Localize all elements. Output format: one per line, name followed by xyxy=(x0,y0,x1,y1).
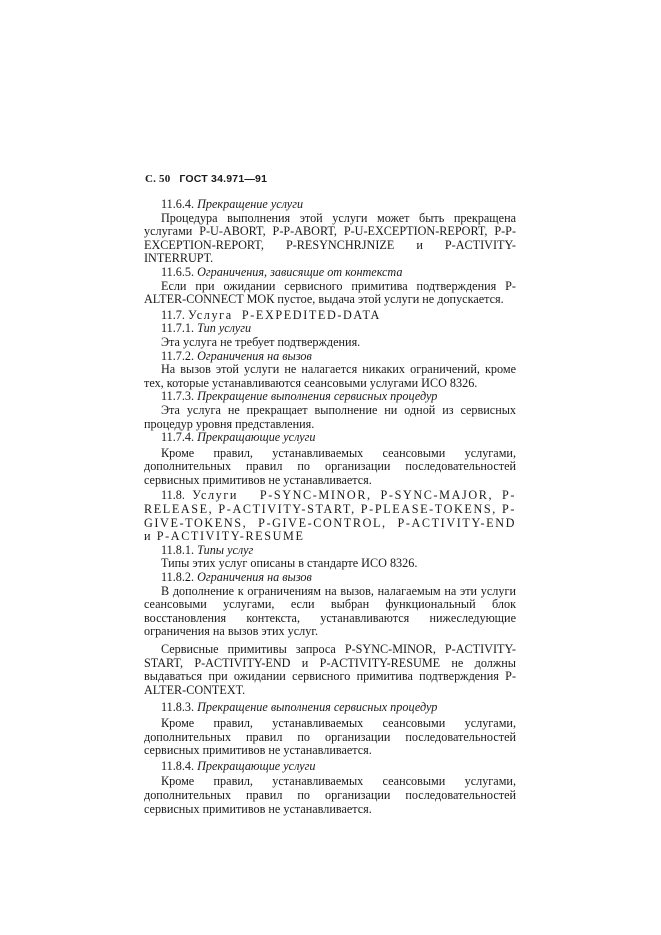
paragraph: Процедура выполнения этой услуги может быть прекращена услугами P-U-ABORT, P-P-ABORT, P-U-EXCEPTION-REPORT, P-P-EXCEPTION-REPORT, P-RESYNCHRJNIZE и P-ACTIVITY-INTERRUPT. xyxy=(144,210,516,266)
paragraph: Сервисные примитивы запроса P-SYNC-MINOR, P-ACTIVITY-START, P-ACTIVITY-END и P-ACTIVITY-RESUME не должны выдаваться при ожидании сервисного примитива подтверждения P-ALTER-CONTEXT. xyxy=(144,642,516,697)
service-heading: 11.7. Услуга P-EXPEDITED-DATA xyxy=(161,307,381,322)
section-heading: 11.6.4. Прекращение услуги xyxy=(161,197,304,211)
paragraph: Эта услуга не прекращает выполнение ни одной из сервисных процедур уровня представления. xyxy=(144,402,516,431)
section-heading: 11.8.4. Прекращающие услуги xyxy=(161,758,316,773)
paragraph: Кроме правил, устанавливаемых сеансовыми услугами, дополнительных правил по организации последовательностей сервисных примитивов не устанавливается. xyxy=(144,774,516,816)
section-heading: 11.7.1. Тип услуги xyxy=(161,321,252,336)
section-heading: 11.7.3. Прекращение выполнения сервисных процедур xyxy=(161,389,438,404)
paragraph: На вызов этой услуги не налагается никаких ограничений, кроме тех, которые устанавливаются сеансовыми услугами ИСО 8326. xyxy=(144,362,516,390)
paragraph: Если при ожидании сервисного примитива подтверждения P-ALTER-CONNECT МОК пустое, выдача этой услуги не допускается. xyxy=(144,278,516,307)
section-heading: 11.8.3. Прекращение выполнения сервисных процедур xyxy=(161,700,438,715)
page-header xyxy=(145,173,273,185)
page-number: С. 50 xyxy=(145,173,171,185)
section-heading: 11.8.1. Типы услуг xyxy=(161,542,254,557)
section-heading: 11.7.2. Ограничения на вызов xyxy=(161,348,312,363)
paragraph: Эта услуга не требует подтверждения. xyxy=(161,334,361,349)
paragraph: Кроме правил, устанавливаемых сеансовыми услугами, дополнительных правил по организации последовательностей сервисных примитивов не устанавливается. xyxy=(144,715,516,758)
section-heading: 11.7.4. Прекращающие услуги xyxy=(161,430,316,445)
paragraph: Кроме правил, устанавливаемых сеансовыми услугами, дополнительных правил по организации последовательностей сервисных примитивов не устанавливается. xyxy=(144,445,516,487)
document-body xyxy=(144,198,516,816)
paragraph: Типы этих услуг описаны в стандарте ИСО 8326. xyxy=(161,556,418,571)
service-heading: 11.8. Услуги P-SYNC-MINOR, P-SYNC-MAJOR, P-RELEASE, P-ACTIVITY-START, P-PLEASE-TOKENS, P-GIVE-TOKENS, P-GIVE-CONTROL, P-ACTIVITY-END и P-ACTIVITY-RESUME xyxy=(144,488,516,544)
section-heading: 11.6.5. Ограничения, зависящие от контекста xyxy=(161,264,403,279)
section-heading: 11.8.2. Ограничения на вызов xyxy=(161,570,312,585)
standard-code: ГОСТ 34.971—91 xyxy=(179,173,268,185)
paragraph: В дополнение к ограничениям на вызов, налагаемым на эти услуги сеансовыми услугами, если выбран функциональный блок восстановления контекста, устанавливаются нижеследующие ограничения на вызов этих услуг. xyxy=(144,583,516,639)
